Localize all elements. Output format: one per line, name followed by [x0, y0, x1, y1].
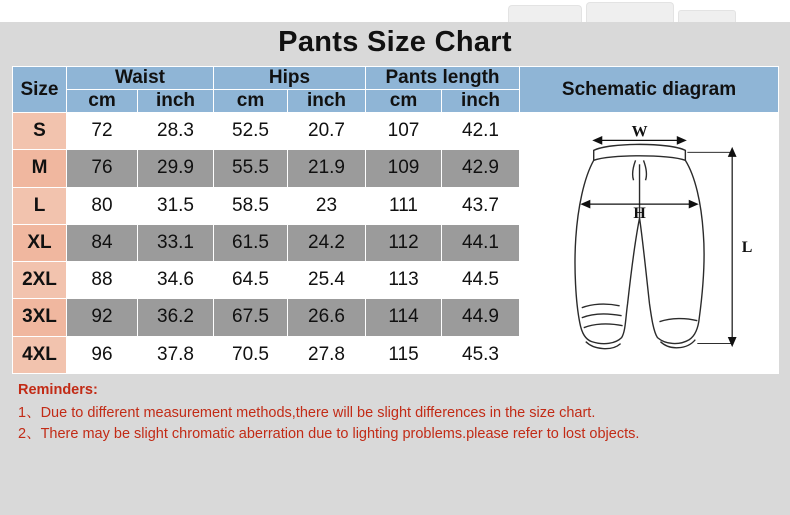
cell-size: 4XL: [13, 336, 67, 373]
cell-hips-cm: 58.5: [214, 187, 288, 224]
cell-size: L: [13, 187, 67, 224]
cell-length-cm: 109: [366, 150, 442, 187]
label-waist: W: [631, 123, 648, 141]
cell-length-cm: 107: [366, 113, 442, 150]
ghost-thumbnail-2: [586, 2, 674, 22]
header-length-cm: cm: [366, 90, 442, 113]
schematic-diagram-cell: [520, 113, 779, 374]
cell-waist-cm: 96: [67, 336, 138, 373]
reminders-block: [18, 380, 774, 445]
cell-hips-cm: 64.5: [214, 262, 288, 299]
cell-waist-cm: 80: [67, 187, 138, 224]
cell-size: XL: [13, 224, 67, 261]
cell-hips-inch: 26.6: [288, 299, 366, 336]
header-schematic-diagram: Schematic diagram: [520, 67, 779, 113]
reminder-line-2: 2、There may be slight chromatic aberration due to lighting problems.please refer to lost objects.: [18, 426, 640, 442]
cell-hips-cm: 67.5: [214, 299, 288, 336]
cell-waist-cm: 88: [67, 262, 138, 299]
header-length-inch: inch: [442, 90, 520, 113]
table-header-row-groups: [13, 67, 779, 90]
cell-waist-cm: 72: [67, 113, 138, 150]
header-hips: Hips: [214, 67, 366, 90]
cell-waist-inch: 34.6: [138, 262, 214, 299]
cell-waist-inch: 29.9: [138, 150, 214, 187]
pants-diagram: [520, 113, 778, 373]
ghost-thumbnail-3: [678, 10, 736, 22]
label-hips: H: [633, 205, 646, 223]
cell-hips-inch: 23: [288, 187, 366, 224]
cell-hips-inch: 21.9: [288, 150, 366, 187]
cell-hips-inch: 25.4: [288, 262, 366, 299]
ghost-thumbnail-1: [508, 5, 582, 22]
reminder-line-1: 1、Due to different measurement methods,there will be slight differences in the size chart.: [18, 405, 596, 421]
cell-length-inch: 44.1: [442, 224, 520, 261]
cell-waist-inch: 31.5: [138, 187, 214, 224]
cell-length-cm: 114: [366, 299, 442, 336]
cell-length-inch: 42.9: [442, 150, 520, 187]
header-hips-inch: inch: [288, 90, 366, 113]
size-chart-table-wrapper: [12, 66, 778, 374]
header-size: Size: [13, 67, 67, 113]
table-row: [13, 113, 779, 150]
cell-length-inch: 43.7: [442, 187, 520, 224]
cell-hips-cm: 52.5: [214, 113, 288, 150]
cell-waist-inch: 28.3: [138, 113, 214, 150]
cell-size: 3XL: [13, 299, 67, 336]
cell-size: M: [13, 150, 67, 187]
cell-length-cm: 115: [366, 336, 442, 373]
cell-waist-cm: 84: [67, 224, 138, 261]
cell-hips-inch: 27.8: [288, 336, 366, 373]
cell-length-cm: 113: [366, 262, 442, 299]
cell-length-inch: 44.5: [442, 262, 520, 299]
cell-hips-inch: 24.2: [288, 224, 366, 261]
top-image-strip: [0, 0, 790, 22]
cell-waist-inch: 37.8: [138, 336, 214, 373]
cell-waist-cm: 92: [67, 299, 138, 336]
cell-waist-inch: 33.1: [138, 224, 214, 261]
cell-size: 2XL: [13, 262, 67, 299]
cell-size: S: [13, 113, 67, 150]
cell-length-inch: 42.1: [442, 113, 520, 150]
cell-length-cm: 112: [366, 224, 442, 261]
header-waist-inch: inch: [138, 90, 214, 113]
header-pants-length: Pants length: [366, 67, 520, 90]
cell-waist-cm: 76: [67, 150, 138, 187]
header-hips-cm: cm: [214, 90, 288, 113]
cell-waist-inch: 36.2: [138, 299, 214, 336]
cell-hips-cm: 70.5: [214, 336, 288, 373]
reminders-heading: Reminders:: [18, 382, 98, 398]
header-waist: Waist: [67, 67, 214, 90]
cell-hips-cm: 61.5: [214, 224, 288, 261]
size-chart-table: [12, 66, 779, 374]
cell-length-inch: 44.9: [442, 299, 520, 336]
cell-length-cm: 111: [366, 187, 442, 224]
header-waist-cm: cm: [67, 90, 138, 113]
cell-hips-inch: 20.7: [288, 113, 366, 150]
label-length: L: [741, 238, 753, 256]
cell-length-inch: 45.3: [442, 336, 520, 373]
cell-hips-cm: 55.5: [214, 150, 288, 187]
pants-diagram-svg: [520, 113, 778, 373]
page-title: Pants Size Chart: [278, 26, 512, 58]
